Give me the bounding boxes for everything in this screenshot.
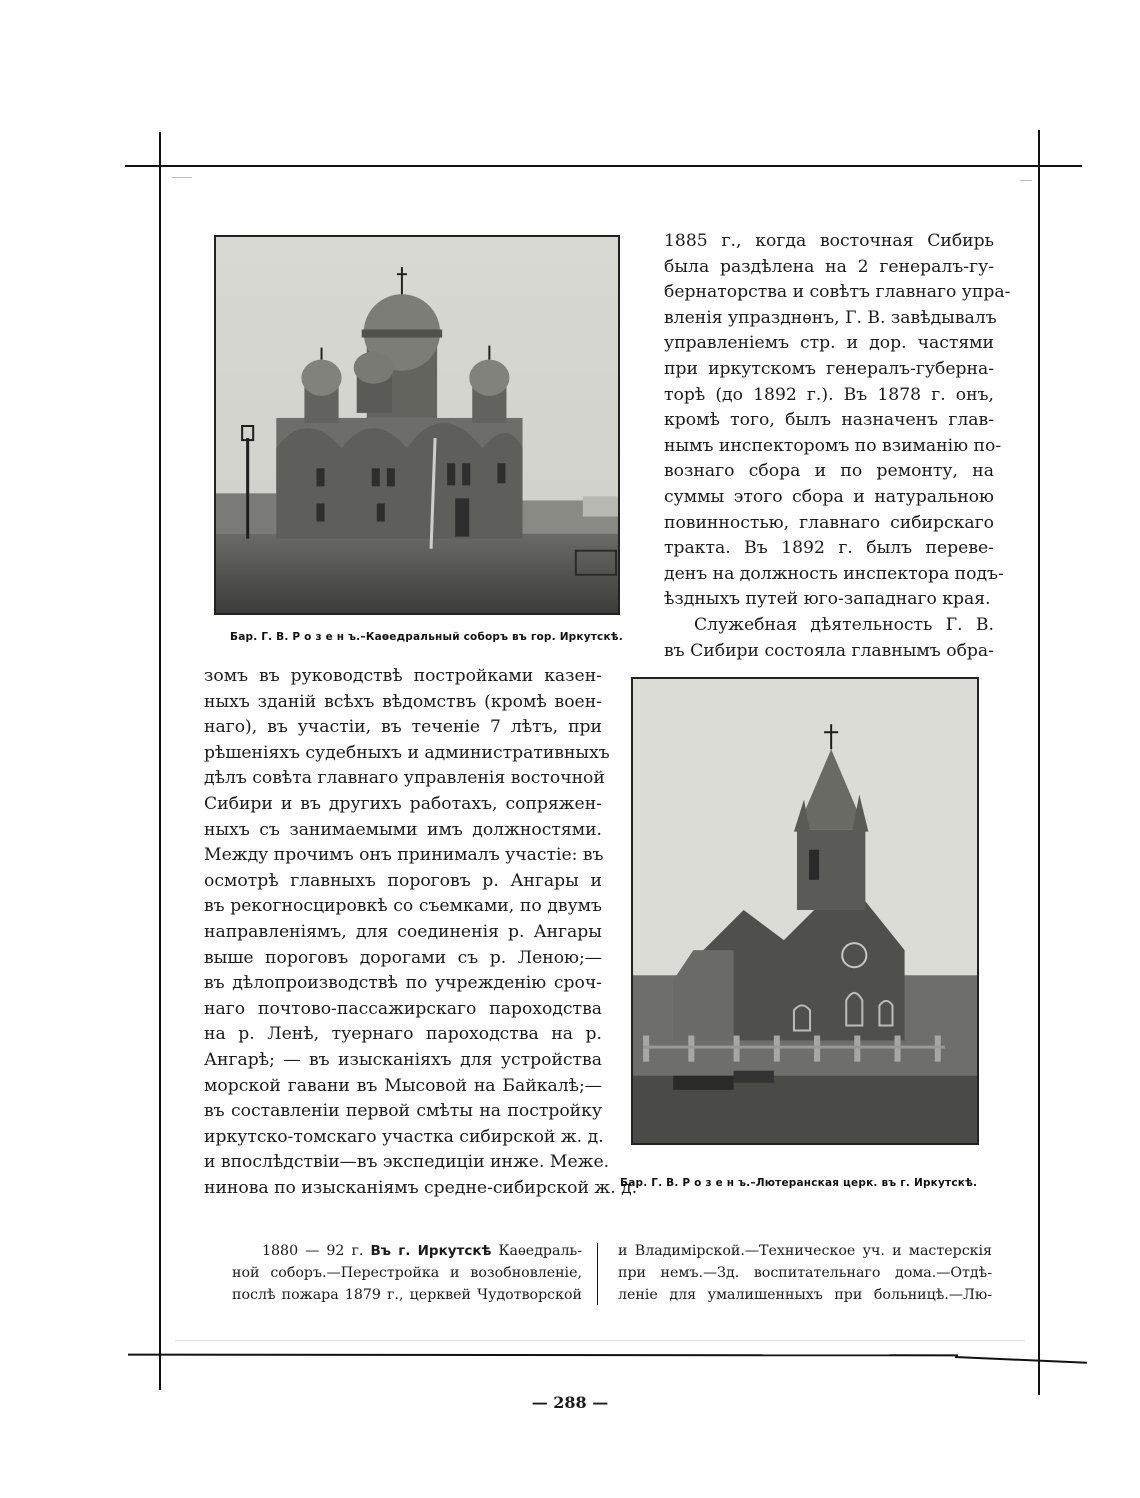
- text-line: иркутско-томскаго участка сибирской ж. д.: [204, 1126, 604, 1147]
- text-line: въ составленіи первой смѣты на постройку: [204, 1101, 602, 1122]
- text-line: при иркутскомъ генералъ-губерна-: [664, 358, 994, 379]
- text-line: тракта. Въ 1892 г. былъ переве-: [664, 538, 994, 559]
- text-line: нинова по изысканіямъ средне-сибирской ж. д.: [204, 1177, 638, 1198]
- footnote-line: [232, 1240, 582, 1262]
- lutheran-church-photo: [631, 677, 979, 1145]
- text-line: была раздѣлена на 2 генералъ-гу-: [664, 256, 994, 277]
- footnote-line: послѣ пожара 1879 г., церквей Чудотворской: [232, 1287, 582, 1303]
- text-line: вознаго сбора и по ремонту, на: [664, 461, 994, 482]
- text-line: управленіемъ стр. и дор. частями: [664, 333, 994, 354]
- footnote-line: и Владимірской.—Техническое уч. и мастерскія: [618, 1243, 992, 1259]
- corner-mark-top-right: [1020, 180, 1032, 181]
- text-line: бернаторства и совѣтъ главнаго упра-: [664, 282, 1011, 303]
- footnote-left: [232, 1240, 582, 1306]
- footnote-line: ной соборъ.—Перестройка и возобновленіе,: [232, 1265, 582, 1281]
- text-line: 1885 г., когда восточная Сибирь: [664, 231, 994, 251]
- text-line: наго), въ участіи, въ теченіе 7 лѣтъ, при: [204, 717, 602, 738]
- footnote-place: Въ г. Иркутскѣ: [370, 1243, 492, 1259]
- text-line: ѣздныхъ путей юго-западнаго края.: [664, 589, 991, 610]
- corner-mark-top-left: [172, 177, 192, 178]
- lutheran-church-caption: Бар. Г. В. Р о з е н ъ.–Лютеранская церк. въ г. Иркутскѣ.: [620, 1177, 978, 1189]
- text-line: на р. Ленѣ, туернаго пароходства на р.: [204, 1024, 602, 1045]
- text-line: морской гавани въ Мысовой на Байкалѣ;—: [204, 1075, 602, 1096]
- left-column-bottom-text: [204, 664, 638, 1201]
- footnote-years: 1880 — 92 г.: [262, 1243, 364, 1259]
- text-line: повинностью, главнаго сибирскаго: [664, 512, 994, 533]
- text-line: ныхъ зданій всѣхъ вѣдомствъ (кромѣ воен-: [204, 691, 602, 712]
- text-line: наго почтово-пассажирскаго пароходства: [204, 998, 602, 1019]
- text-line: въ дѣлопроизводствѣ по учрежденію сроч-: [204, 973, 602, 994]
- text-line: выше пороговъ дорогами съ р. Леною;—: [204, 947, 602, 968]
- text-line: въ Сибири состояла главнымъ обра-: [664, 640, 994, 661]
- text-line: направленіямъ, для соединенія р. Ангары: [204, 921, 602, 942]
- text-line: ныхъ съ занимаемыми имъ должностями.: [204, 819, 602, 840]
- text-line: въ рекогносцировкѣ со съемками, по двумъ: [204, 896, 602, 917]
- text-line: торѣ (до 1892 г.). Въ 1878 г. онъ,: [664, 384, 994, 405]
- text-line: осмотрѣ главныхъ пороговъ р. Ангары и: [204, 870, 602, 891]
- page-number: — 288 —: [531, 1393, 609, 1412]
- text-line: кромѣ того, былъ назначенъ глав-: [664, 410, 994, 431]
- frame-bottom-rule-tail: [955, 1356, 1087, 1364]
- text-line: Сибири и въ другихъ работахъ, сопряжен-: [204, 793, 602, 814]
- footnote-column-divider: [597, 1243, 598, 1305]
- text-line: и впослѣдствіи—въ экспедиціи инже. Меже.: [204, 1152, 610, 1173]
- cathedral-photo: [214, 235, 620, 615]
- text-line: вленія упразднѳнъ, Г. В. завѣдывалъ: [664, 307, 997, 328]
- text-line: рѣшеніяхъ судебныхъ и административныхъ: [204, 742, 610, 763]
- text-line: Между прочимъ онъ принималъ участіе: въ: [204, 845, 604, 866]
- frame-left-rule: [159, 170, 161, 1390]
- text-line: дѣлъ совѣта главнаго управленія восточной: [204, 768, 605, 789]
- frame-bottom-rule: [128, 1354, 958, 1357]
- footnote-line: при немъ.—Зд. воспитательнаго дома.—Отдѣ-: [618, 1265, 992, 1281]
- text-line: денъ на должность инспектора подъ-: [664, 563, 1004, 584]
- text-line: суммы этого сбора и натуральною: [664, 486, 994, 507]
- frame-right-rule: [1038, 130, 1040, 1395]
- cathedral-caption: Бар. Г. В. Р о з е н ъ.–Каѳедральный соборъ въ гор. Иркутскѣ.: [230, 631, 623, 643]
- frame-top-rule: [125, 165, 1082, 167]
- inner-dash-bottom: [175, 1340, 1025, 1341]
- right-column-top-text: [664, 229, 1011, 664]
- footnote-line: леніе для умалишенныхъ при больницѣ.—Лю-: [618, 1287, 992, 1303]
- footnote-right: [618, 1240, 992, 1306]
- text-line: Ангарѣ; — въ изысканіяхъ для устройства: [204, 1049, 602, 1070]
- footnote-text: Каѳедраль-: [498, 1243, 583, 1259]
- paragraph-start-line: Служебная дѣятельность Г. В.: [694, 614, 994, 635]
- text-line: нымъ инспекторомъ по взиманію по-: [664, 435, 1002, 456]
- text-line: зомъ въ руководствѣ постройками казен-: [204, 666, 602, 686]
